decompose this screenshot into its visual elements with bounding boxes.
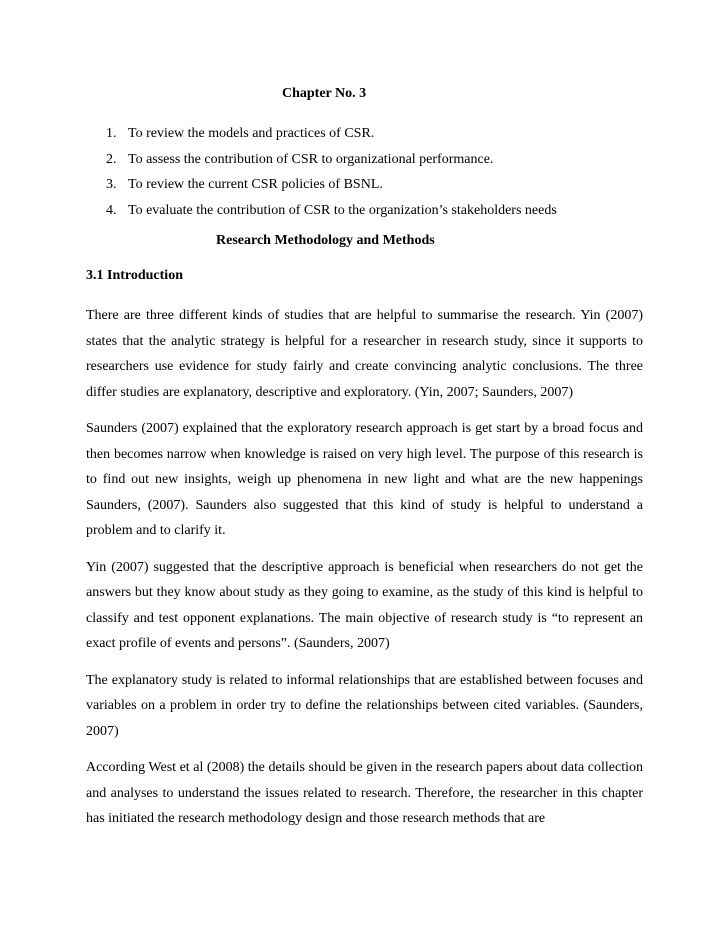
objective-text: To review the current CSR policies of BSNL. bbox=[128, 177, 383, 192]
chapter-title: Chapter No. 3 bbox=[282, 86, 367, 101]
objective-text: To evaluate the contribution of CSR to the organization’s stakeholders needs bbox=[128, 202, 557, 218]
objectives-list bbox=[106, 121, 557, 223]
objective-number: 3. bbox=[106, 177, 117, 192]
objective-number: 2. bbox=[106, 151, 117, 167]
objective-text: To review the models and practices of CSR. bbox=[128, 126, 375, 141]
body-text bbox=[86, 303, 643, 843]
objective-item bbox=[106, 147, 557, 173]
paragraph: Yin (2007) suggested that the descriptive approach is beneficial when researchers do not get the answers but they know about study as they going to examine, as the study of this kind is helpful to classify and test opponent explanations. The main objective of research study is “to represent an exact profile of events and persons”. (Saunders, 2007) bbox=[86, 559, 643, 651]
section-heading: Research Methodology and Methods bbox=[216, 233, 435, 248]
objective-text: To assess the contribution of CSR to organizational performance. bbox=[128, 151, 494, 167]
paragraph: Saunders (2007) explained that the exploratory research approach is get start by a broad focus and then becomes narrow when knowledge is raised on very high level. The purpose of this research is to find out new insights, weigh up phenomena in new light and what are the new happenings Saunders, (2007). Saunders also suggested that this kind of study is helpful to understand a problem and to clarify it. bbox=[86, 421, 643, 538]
objective-number: 1. bbox=[106, 126, 117, 141]
objective-number: 4. bbox=[106, 202, 117, 218]
paragraph: According West et al (2008) the details should be given in the research papers about data collection and analyses to understand the issues related to research. Therefore, the researcher in this chapter has initiated the research methodology design and those research methods that are bbox=[86, 760, 643, 826]
objective-item bbox=[106, 121, 557, 147]
introduction-heading: 3.1 Introduction bbox=[86, 268, 183, 283]
paragraph: There are three different kinds of studies that are helpful to summarise the research. Yin (2007) states that the analytic strategy is helpful for a researcher in research study, since it supports to researchers use evidence for study fairly and create convincing analytic conclusions. The three differ studies are explanatory, descriptive and exploratory. (Yin, 2007; Saunders, 2007) bbox=[86, 308, 643, 400]
objective-item bbox=[106, 198, 557, 224]
paragraph: The explanatory study is related to informal relationships that are established between focuses and variables on a problem in order try to define the relationships between cited variables. (Saunders, 2007) bbox=[86, 672, 643, 739]
objective-item bbox=[106, 172, 557, 198]
